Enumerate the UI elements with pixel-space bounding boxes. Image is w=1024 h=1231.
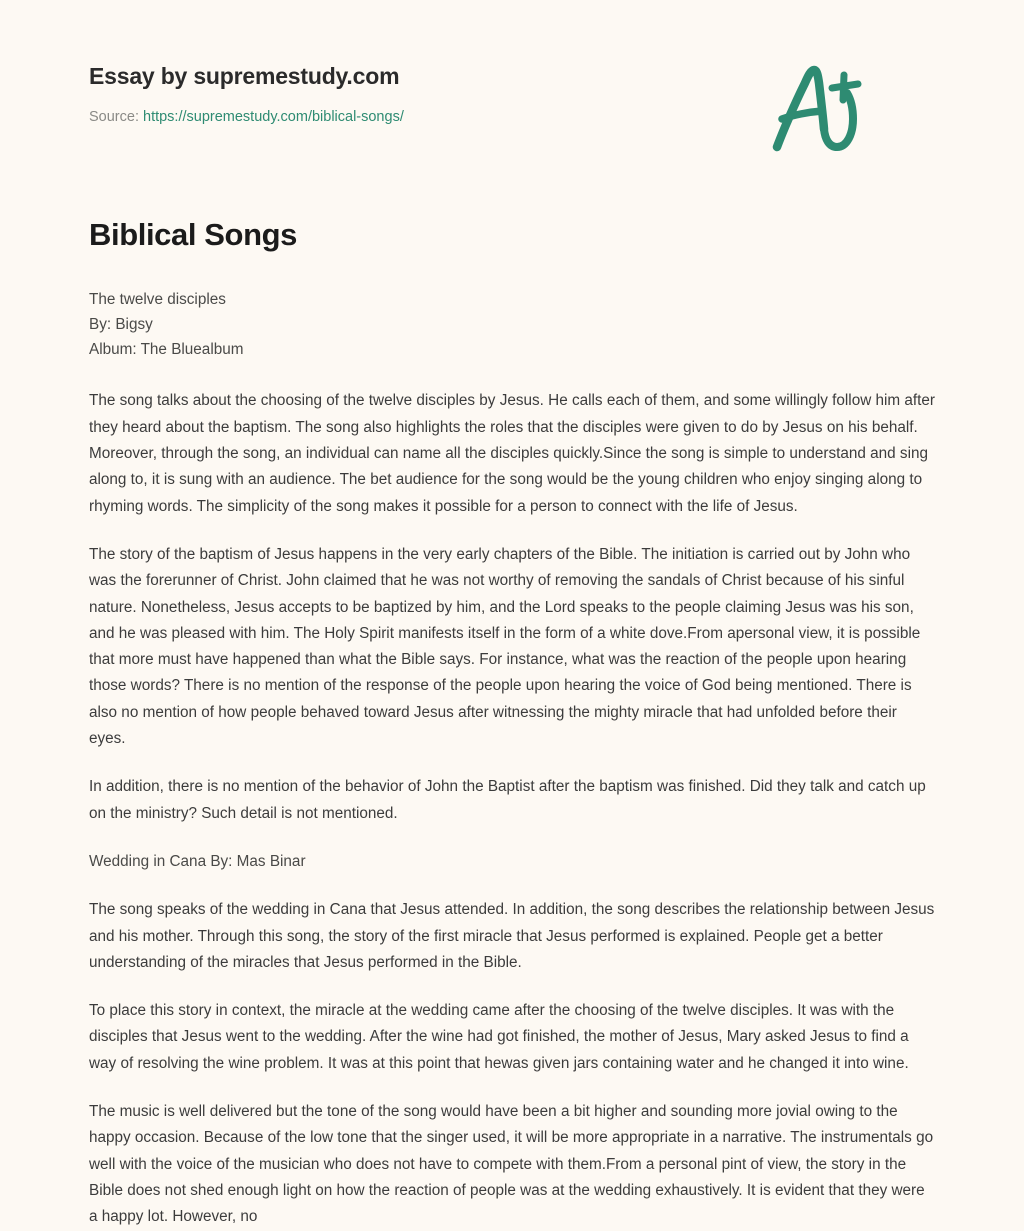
- page-title: Biblical Songs: [89, 217, 297, 253]
- paragraph-list: [89, 388, 935, 1230]
- song-name: The twelve disciples: [89, 291, 226, 309]
- paragraph: The song speaks of the wedding in Cana that Jesus attended. In addition, the song describes the relationship between Jesus and his mother. Through this song, the story of the first miracle that Jesus performed is explained. People get a better understanding of the miracles that Jesus performed in the Bible.: [89, 901, 935, 971]
- paragraph: To place this story in context, the miracle at the wedding came after the choosing of the twelve disciples. It was with the disciples that Jesus went to the wedding. After the wine had got finished, the mother of Jesus, Mary asked Jesus to find a way of resolving the wine problem. It was at this point that hewas given jars containing water and he changed it into wine.: [89, 1002, 909, 1072]
- section-heading-wedding-in-cana: Wedding in Cana By: Mas Binar: [89, 852, 306, 870]
- source-url-link[interactable]: https://supremestudy.com/biblical-songs/: [143, 108, 404, 125]
- brand-title: Essay by supremestudy.com: [89, 63, 400, 89]
- paragraph: The story of the baptism of Jesus happens in the very early chapters of the Bible. The initiation is carried out by John who was the forerunner of Christ. John claimed that he was not worthy of removing the sandals of Christ because of his sinful nature. Nonetheless, Jesus accepts to be baptized by him, and the Lord speaks to the people claiming Jesus was his son, and he was pleased with him. The Holy Spirit manifests itself in the form of a white dove.From apersonal view, it is possible that more must have happened than what the Bible says. For instance, what was the reaction of the people upon hearing those words? There is no mention of the response of the people upon hearing the voice of God being mentioned. There is also no mention of how people behaved toward Jesus after witnessing the mighty miracle that had unfolded before their eyes.: [89, 545, 921, 748]
- paragraph: In addition, there is no mention of the behavior of John the Baptist after the baptism was finished. Did they talk and catch up on the ministry? Such detail is not mentioned.: [89, 778, 926, 822]
- article-body: [89, 216, 935, 1230]
- song-album: Album: The Bluealbum: [89, 340, 244, 358]
- page-header: [89, 0, 935, 126]
- source-label: Source:: [89, 108, 143, 125]
- paragraph: The song talks about the choosing of the twelve disciples by Jesus. He calls each of them, and some willingly follow him after they heard about the baptism. The song also highlights the roles that the disciples were given to do by Jesus on his behalf. Moreover, through the song, an individual can name all the disciples quickly.Since the song is simple to understand and sing along to, it is sung with an audience. The bet audience for the song would be the young children who enjoy singing along to rhyming words. The simplicity of the song makes it possible for a person to connect with the life of Jesus.: [89, 392, 936, 515]
- a-plus-logo-icon: [763, 55, 868, 160]
- paragraph: The music is well delivered but the tone of the song would have been a bit higher and sounding more jovial owing to the happy occasion. Because of the low tone that the singer used, it will be more appropriate in a narrative. The instrumentals go well with the voice of the musician who does not have to compete with them.From a personal pint of view, the story in the Bible does not shed enough light on how the reaction of people was at the wedding exhaustively. It is evident that they were a happy lot. However, no: [89, 1103, 934, 1226]
- song-metadata: [89, 288, 935, 362]
- song-artist: By: Bigsy: [89, 315, 153, 333]
